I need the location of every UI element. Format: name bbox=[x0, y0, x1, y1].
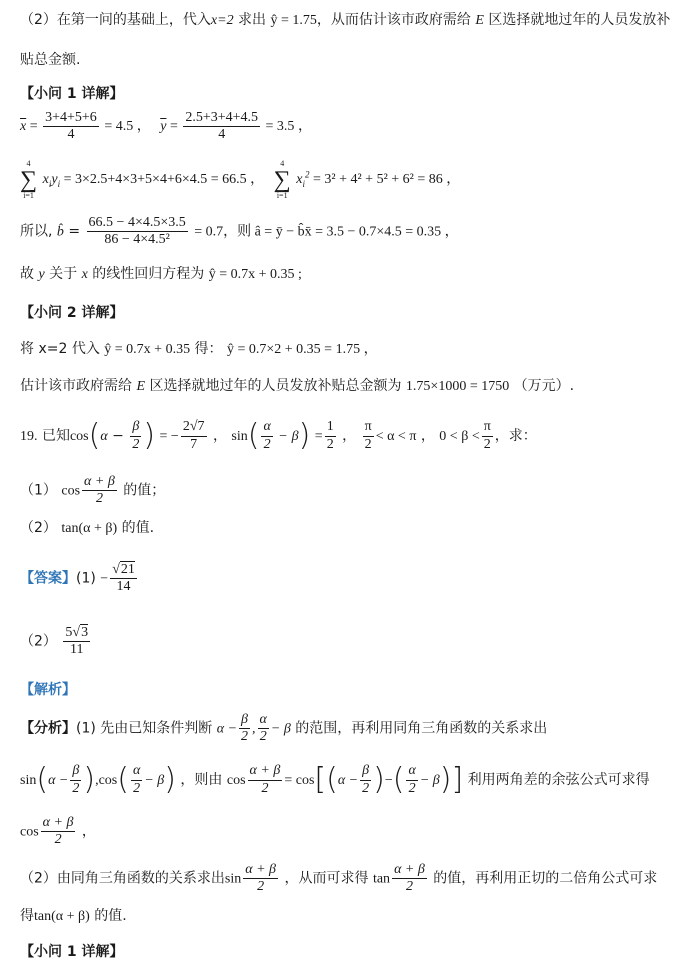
text: （2）由同角三角函数的关系求出 bbox=[20, 870, 225, 887]
mean-line: $\overline{x}$ = $\frac{3+4+5+6}{4}$ = 4.5 ， $\overline{y}$ = $\frac{2.5+3+4+4.5}{4}$ = 3.5 ， bbox=[20, 110, 312, 143]
analysis-line-4: （2）由同角三角函数的关系求出sin $\frac{\alpha + \beta}{2}$ ，从而可求得 tan $\frac{\alpha + \beta}{2}$ 的值，再利用正切的二倍角公式可求 bbox=[20, 862, 658, 895]
heading-text: 【小问 1 详解】 bbox=[20, 86, 124, 102]
text: 区选择就地过年的人员发放补贴总金额为 bbox=[149, 378, 402, 394]
text: 所以, bbox=[20, 223, 53, 240]
xy-term: $x_iy_i$ bbox=[42, 172, 61, 190]
numerator: π bbox=[482, 419, 493, 436]
denominator: 2 bbox=[263, 436, 271, 452]
text: ，从而估计该市政府需给 bbox=[316, 12, 471, 28]
text: ，从而可求得 bbox=[284, 870, 369, 887]
b-hat-fraction bbox=[87, 215, 188, 248]
text: 利用两角差的余弦公式可求得 bbox=[467, 772, 650, 788]
analysis-subtag: 【分析】 bbox=[20, 720, 76, 737]
part2-intro-line bbox=[20, 12, 670, 30]
answer-2-fraction: $\frac{5√3}{11}$ bbox=[65, 625, 89, 658]
x2-term: $x_i^2$ bbox=[296, 169, 310, 190]
numerator: π bbox=[363, 419, 374, 436]
xbar-symbol: $\overline{x}$ bbox=[20, 118, 27, 134]
estimate-line bbox=[20, 378, 574, 396]
denominator: 2 bbox=[132, 436, 140, 452]
frac-pi-2 bbox=[363, 419, 374, 452]
analysis-line-1: 【分析】(1) 先由已知条件判断 α − $\frac{\beta}{2}$ , $\frac{\alpha}{2}$ − β 的范围，再利用同角三角函数的关系求出 bbox=[20, 712, 548, 745]
denominator: 2 bbox=[364, 436, 372, 452]
frac-beta-2 bbox=[130, 419, 141, 452]
text: 的值，再利用正切的二倍角公式可求 bbox=[433, 870, 658, 887]
denominator: 7 bbox=[190, 436, 198, 452]
analysis-tag-line bbox=[20, 682, 76, 699]
frac-alpha-2 bbox=[261, 419, 272, 452]
answer-line-1: 【答案】(1) − $\frac{√21}{14}$ bbox=[20, 562, 135, 595]
label: （2） bbox=[20, 633, 57, 650]
text: 贴总金额. bbox=[20, 52, 81, 68]
frac: $\frac{\alpha}{2}$ bbox=[259, 712, 267, 745]
sub2-line bbox=[20, 520, 154, 538]
answer-line-2 bbox=[20, 625, 92, 658]
math-region: E bbox=[475, 13, 484, 28]
text: 的值； bbox=[123, 482, 166, 499]
answer-tag: 【答案】 bbox=[20, 570, 76, 587]
frac-alpha-beta-2 bbox=[82, 474, 117, 507]
radicand: 3 bbox=[81, 625, 89, 640]
xbar-fraction bbox=[43, 110, 99, 143]
sigma-symbol: 4 ∑ i=1 bbox=[20, 159, 38, 200]
b-hat-line: 所以, b̂ = $\frac{66.5 - 4\times 4.5\times 3.5}{\text{86 − 4×4.5²}}$ = 0.7，则 â = ȳ − b̂x̄ = 3.5 − 0.7×4.5 = 0.35 ， bbox=[20, 215, 459, 248]
numerator: 3+4+5+6 bbox=[43, 110, 99, 127]
a-hat-text: ，则 â = ȳ − b̂x̄ = 3.5 − 0.7×4.5 = 0.35 ， bbox=[223, 224, 459, 240]
heading-text: 【小问 2 详解】 bbox=[20, 305, 124, 321]
text: （2）在第一问的基础上，代入 bbox=[20, 12, 211, 28]
answer-1-fraction: $\frac{√21}{14}$ bbox=[112, 562, 135, 595]
text: 的值. bbox=[94, 908, 127, 924]
text: 得 bbox=[20, 908, 34, 924]
denominator: 4 bbox=[218, 127, 226, 143]
text: 已知 bbox=[41, 428, 70, 444]
sigma-symbol: 4 ∑ i=1 bbox=[273, 159, 291, 200]
q1-heading-bottom bbox=[20, 944, 124, 961]
substitution-line bbox=[20, 341, 378, 359]
text: 求出 bbox=[238, 12, 267, 28]
sum-line: 4 ∑ i=1 $x_iy_i = 3\times 2.5+4\times 3+5\times 4+6\times 4.5 = 66.5$ ， 4 ∑ i=1 $x_i^2 = 3^2 + 4^2 + 5^2 + 6^2 = 86$ ， bbox=[20, 159, 461, 200]
q1-heading bbox=[20, 86, 124, 103]
analysis-line-5 bbox=[20, 908, 127, 926]
analysis-line-2: sin(α − $\frac{\beta}{2}$ ),cos( $\frac{\alpha}{2}$ − β) ，则由 cos $\frac{\alpha + \beta}{2}$ = cos[(α − $\frac{\beta}{2}$ )−( $\frac{\alpha}{2}$ − β)] 利用两角差的余弦公式可求得 bbox=[20, 762, 650, 797]
analysis-line-3: cos $\frac{\alpha + \beta}{2}$ ， bbox=[20, 815, 96, 848]
text: ，则由 bbox=[180, 772, 223, 788]
numerator: 2.5+3+4+4.5 bbox=[183, 110, 260, 127]
problem-19-line: 19. 已知cos(α − $\frac{\beta}{2}$ ) = − $\frac{2√7}{7}$ ， sin( $\frac{\alpha}{2}$ − β) = $\frac{1}{2}$ ， $\frac{\pi}{2}$ < α < π ， 0 < β < $\frac{\pi}{2}$ ，求： bbox=[20, 418, 537, 453]
analysis-tag: 【解析】 bbox=[20, 682, 76, 698]
label: （1） bbox=[20, 482, 57, 499]
ybar-fraction bbox=[183, 110, 260, 143]
math-region: E bbox=[136, 379, 146, 394]
q2-heading bbox=[20, 305, 124, 322]
numerator: β bbox=[130, 419, 141, 436]
regression-line bbox=[20, 266, 302, 284]
sub1-line: （1） cos $\frac{\alpha + \beta}{2}$ 的值； bbox=[20, 474, 166, 507]
math-eq: ŷ = 0.7×2 + 0.35 = 1.75 ， bbox=[226, 342, 378, 357]
numerator: 2√7 bbox=[181, 419, 207, 436]
math-x: x=2 bbox=[210, 13, 234, 28]
numerator: α + β bbox=[82, 474, 117, 491]
text: 的线性回归方程为 bbox=[92, 266, 205, 282]
text: 故 bbox=[20, 266, 34, 282]
label: （2） bbox=[20, 520, 57, 536]
denominator: 11 bbox=[69, 642, 84, 658]
text: 的值. bbox=[121, 520, 155, 536]
problem-number: 19. bbox=[20, 429, 38, 444]
label: (1) bbox=[76, 570, 96, 587]
math-eq: 1.75×1000 = 1750 bbox=[405, 379, 510, 394]
denominator: 2 bbox=[326, 436, 334, 452]
ybar-symbol: $\overline{y}$ bbox=[160, 118, 167, 134]
sum-x2-value: = 3² + 4² + 5² + 6² = 86 bbox=[312, 172, 443, 188]
frac: $\frac{\beta}{2}$ bbox=[241, 712, 249, 745]
frac-pi-2 bbox=[482, 419, 493, 452]
numerator: 1 bbox=[325, 419, 336, 436]
part2-intro-line2 bbox=[20, 52, 80, 69]
frac-rhs-cos bbox=[181, 419, 207, 452]
math-yhat: ŷ = 1.75 bbox=[270, 13, 317, 28]
denominator: 2 bbox=[483, 436, 491, 452]
text: 区选择就地过年的人员发放补 bbox=[488, 12, 671, 28]
frac-rhs-sin bbox=[325, 419, 336, 452]
numerator: α bbox=[261, 419, 272, 436]
text: ，求： bbox=[494, 428, 537, 444]
text: 得： bbox=[194, 341, 223, 357]
b-hat-symbol: b̂ bbox=[56, 224, 64, 240]
regression-equation: ŷ = 0.7x + 0.35 ; bbox=[208, 267, 302, 282]
b-hat-result: = 0.7 bbox=[194, 224, 224, 240]
math-expr: tan(α + β) bbox=[34, 909, 90, 924]
denominator: 14 bbox=[116, 579, 131, 595]
denominator: 86 − 4×4.5² bbox=[104, 232, 170, 248]
xbar-result: = 4.5 bbox=[104, 118, 134, 134]
var-y: y bbox=[38, 267, 45, 282]
denominator: 2 bbox=[95, 491, 103, 507]
ybar-result: = 3.5 bbox=[265, 118, 295, 134]
text: （万元）. bbox=[513, 378, 575, 394]
text: 将 x=2 代入 bbox=[20, 341, 100, 357]
math-eq: ŷ = 0.7x + 0.35 bbox=[104, 342, 191, 357]
math-expr: tan(α + β) bbox=[61, 521, 118, 536]
denominator: 4 bbox=[67, 127, 75, 143]
text: 估计该市政府需给 bbox=[20, 378, 132, 394]
text: 关于 bbox=[49, 266, 78, 282]
numerator: 66.5 − 4×4.5×3.5 bbox=[87, 215, 188, 232]
text: 的范围，再利用同角三角函数的关系求出 bbox=[295, 720, 548, 737]
sum-xy-value: = 3×2.5+4×3+5×4+6×4.5 = 66.5 bbox=[63, 172, 247, 188]
var-x: x bbox=[81, 267, 88, 282]
heading-text: 【小问 1 详解】 bbox=[20, 944, 124, 960]
radicand: 21 bbox=[120, 562, 135, 577]
text: (1) 先由已知条件判断 bbox=[76, 720, 213, 737]
